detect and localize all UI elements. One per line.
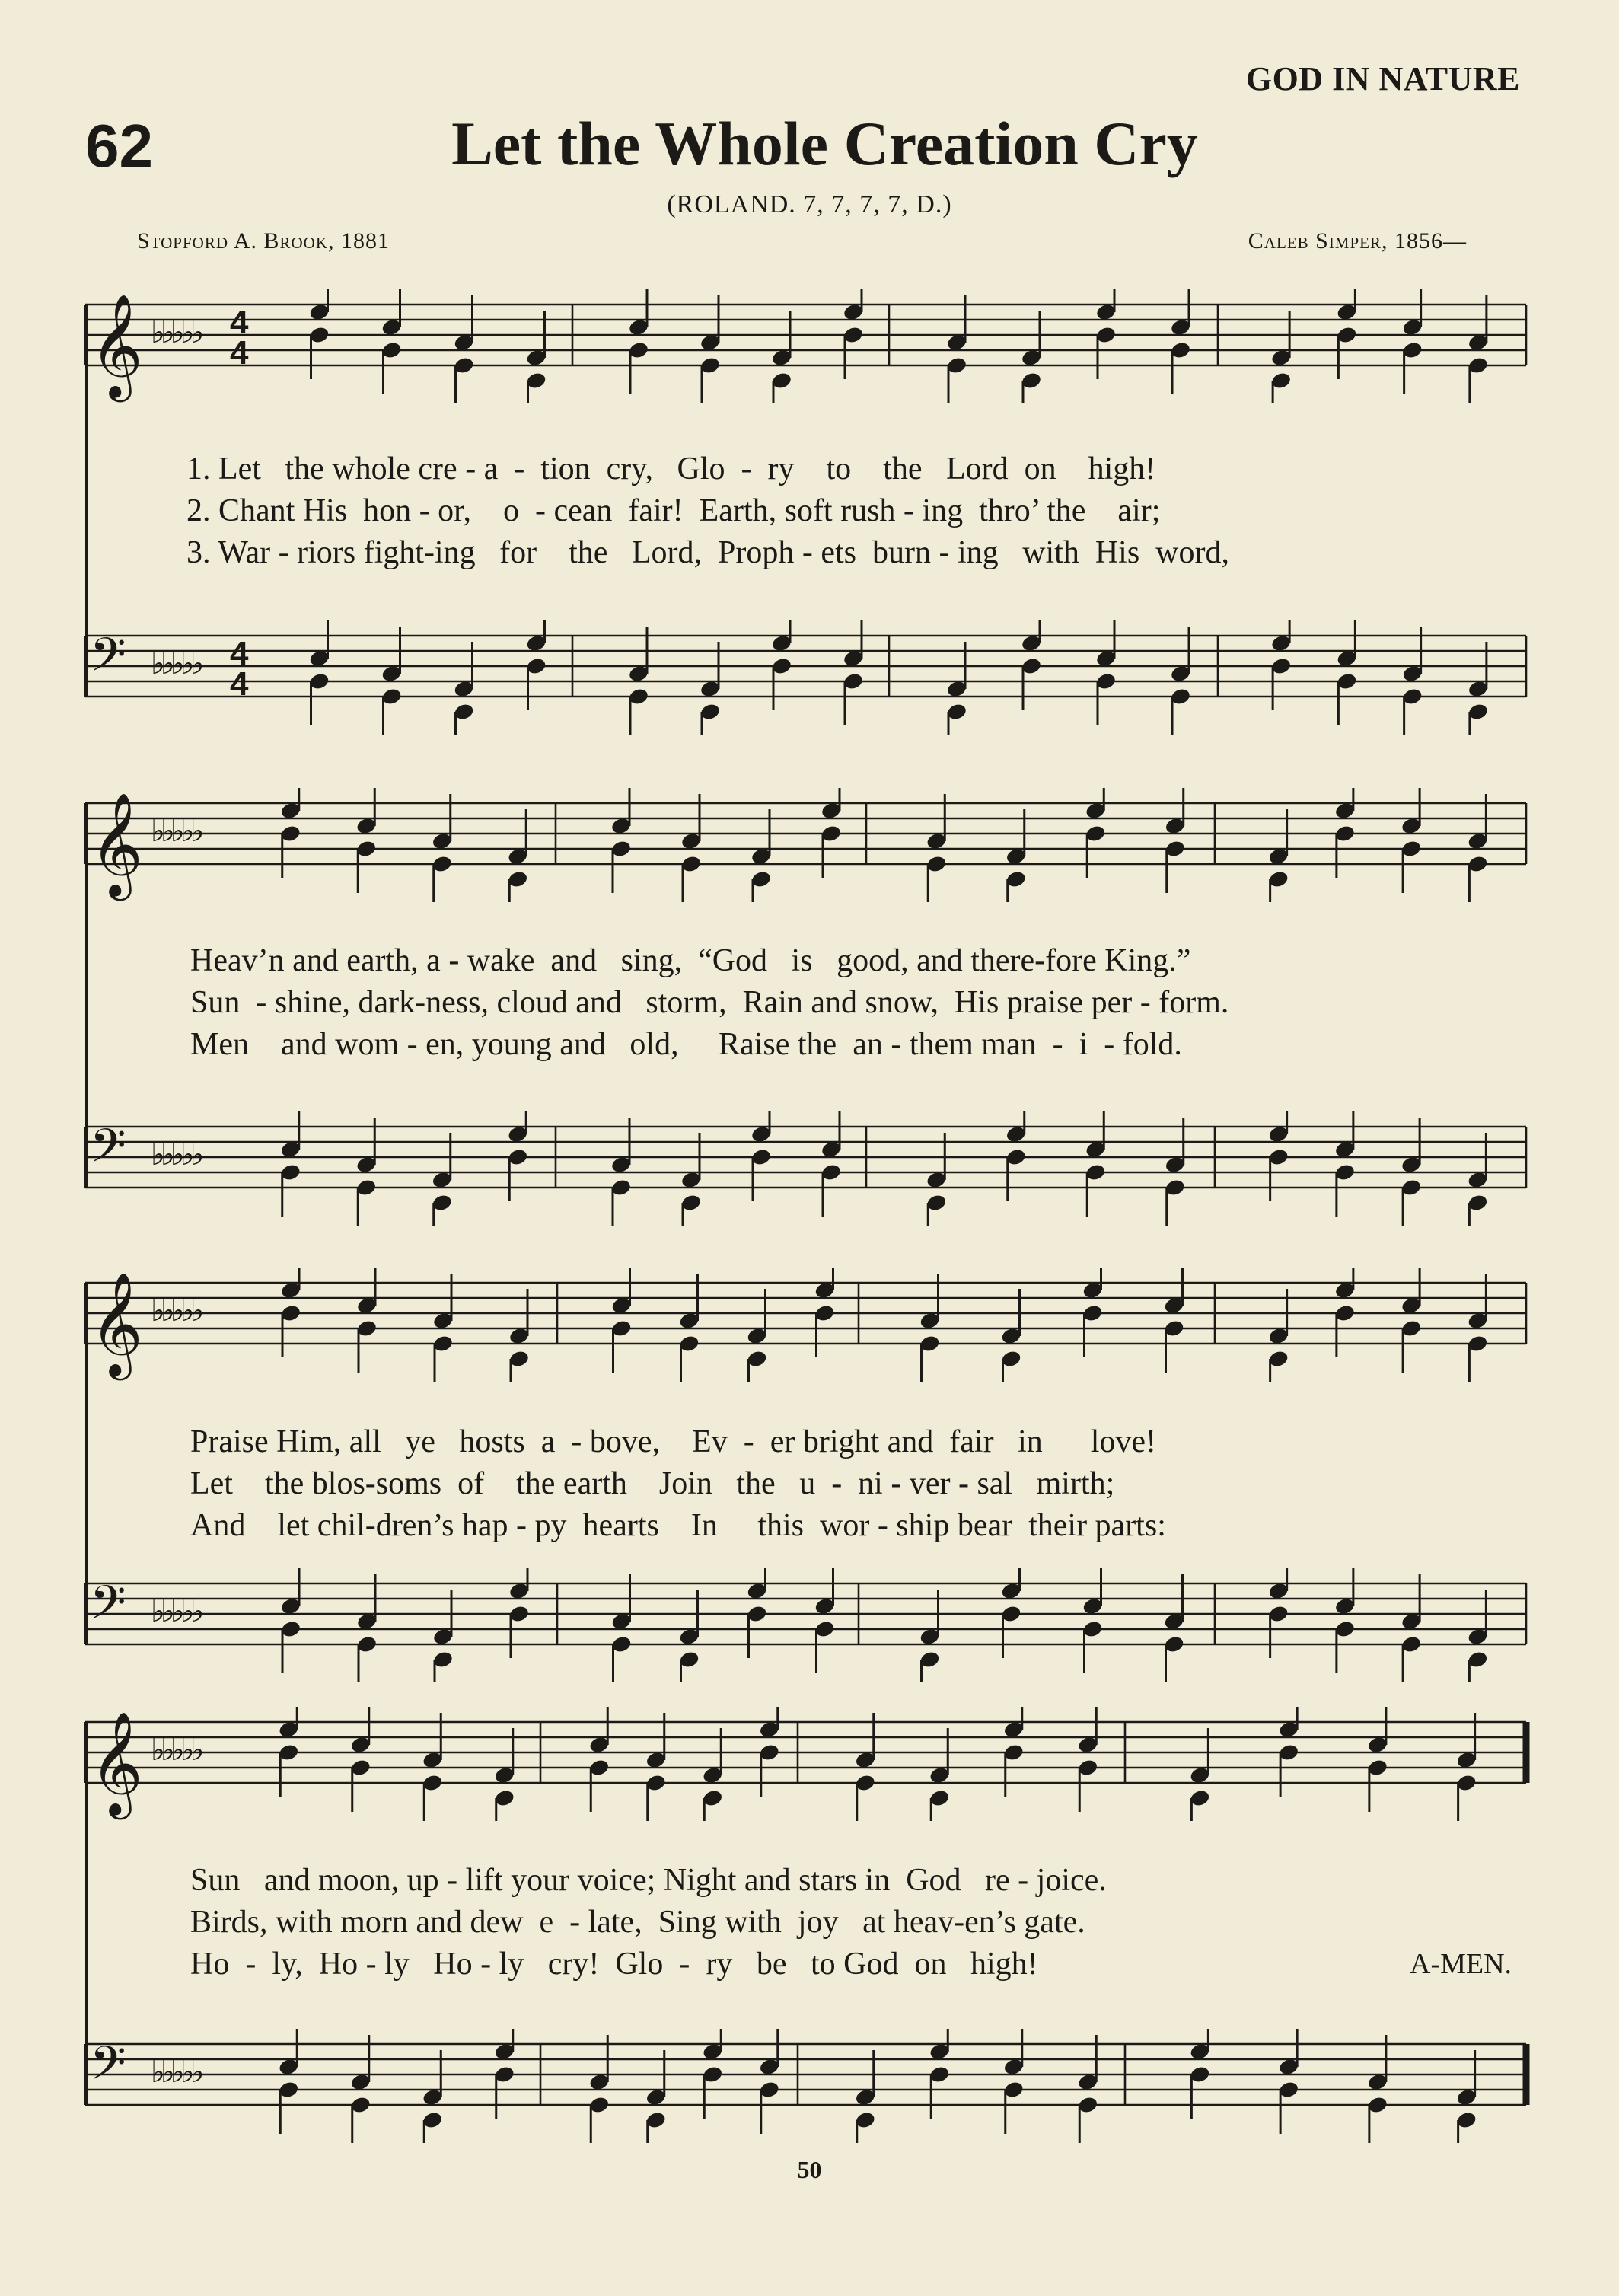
time-signature-denominator: 4	[230, 665, 249, 703]
bass-clef-icon: 𝄢	[90, 2036, 126, 2102]
treble-staff	[0, 289, 1619, 403]
key-signature-icon: ♭♭♭♭♭	[151, 1137, 200, 1172]
key-signature-icon: ♭♭♭♭♭	[151, 2055, 200, 2089]
lyric-line-verse-2: 2. Chant His hon - or, o - cean fair! Earth, soft rush - ing thro’ the air;	[186, 493, 1161, 528]
bass-staff	[0, 620, 1619, 735]
bass-staff	[0, 1568, 1619, 1682]
treble-staff	[0, 1268, 1619, 1382]
lyric-line-verse-1: Sun and moon, up - lift your voice; Night and stars in God re - joice.	[190, 1863, 1107, 1898]
lyric-line-verse-2: Sun - shine, dark-ness, cloud and storm, Rain and snow, His praise per - form.	[190, 985, 1229, 1020]
bass-clef-icon: 𝄢	[90, 1119, 126, 1185]
amen-label: A-MEN.	[1410, 1948, 1512, 1980]
key-signature-icon: ♭♭♭♭♭	[151, 1293, 200, 1328]
treble-staff	[0, 788, 1619, 902]
treble-clef-icon: 𝄞	[90, 292, 143, 397]
author-credit: Stopford A. Brook, 1881	[137, 228, 390, 254]
lyric-line-verse-2: Birds, with morn and dew e - late, Sing with joy at heav-en’s gate.	[190, 1905, 1085, 1940]
time-signature-numerator: 4	[230, 304, 249, 341]
bass-clef-icon: 𝄢	[90, 628, 126, 694]
page-number: 50	[797, 2156, 822, 2183]
time-signature-denominator: 4	[230, 334, 249, 372]
treble-clef-icon: 𝄞	[90, 1710, 143, 1815]
lyric-line-verse-1: Praise Him, all ye hosts a - bove, Ev - er bright and fair in love!	[190, 1424, 1157, 1459]
lyric-line-verse-3: Ho - ly, Ho - ly Ho - ly cry! Glo - ry be to God on high!	[190, 1947, 1038, 1982]
lyric-line-verse-3: 3. War - riors fight-ing for the Lord, Proph - ets burn - ing with His word,	[186, 535, 1229, 570]
bass-staff	[0, 2029, 1619, 2143]
key-signature-icon: ♭♭♭♭♭	[151, 1733, 200, 1767]
tune-name: (ROLAND. 7, 7, 7, 7, D.)	[667, 190, 952, 218]
bass-clef-icon: 𝄢	[90, 1576, 126, 1641]
key-signature-icon: ♭♭♭♭♭	[151, 315, 200, 349]
composer-credit: Caleb Simper, 1856—	[1248, 228, 1467, 254]
lyric-line-verse-1: 1. Let the whole cre - a - tion cry, Glo - ry to the Lord on high!	[186, 451, 1156, 486]
lyric-line-verse-3: And let chil-dren’s hap - py hearts In this wor - ship bear their parts:	[190, 1508, 1166, 1543]
key-signature-icon: ♭♭♭♭♭	[151, 646, 200, 681]
treble-staff	[0, 1707, 1619, 1821]
lyric-line-verse-1: Heav’n and earth, a - wake and sing, “God is good, and there-fore King.”	[190, 943, 1191, 978]
hymn-number: 62	[85, 112, 153, 180]
section-label: GOD IN NATURE	[1245, 60, 1520, 97]
bass-staff	[0, 1111, 1619, 1226]
key-signature-icon: ♭♭♭♭♭	[151, 1594, 200, 1628]
treble-clef-icon: 𝄞	[90, 791, 143, 896]
lyric-line-verse-2: Let the blos-soms of the earth Join the u - ni - ver - sal mirth;	[190, 1466, 1115, 1501]
time-signature-numerator: 4	[230, 635, 249, 672]
key-signature-icon: ♭♭♭♭♭	[151, 814, 200, 848]
treble-clef-icon: 𝄞	[90, 1271, 143, 1376]
hymn-title: Let the Whole Creation Cry	[451, 109, 1198, 178]
lyric-line-verse-3: Men and wom - en, young and old, Raise the an - them man - i - fold.	[190, 1027, 1182, 1062]
